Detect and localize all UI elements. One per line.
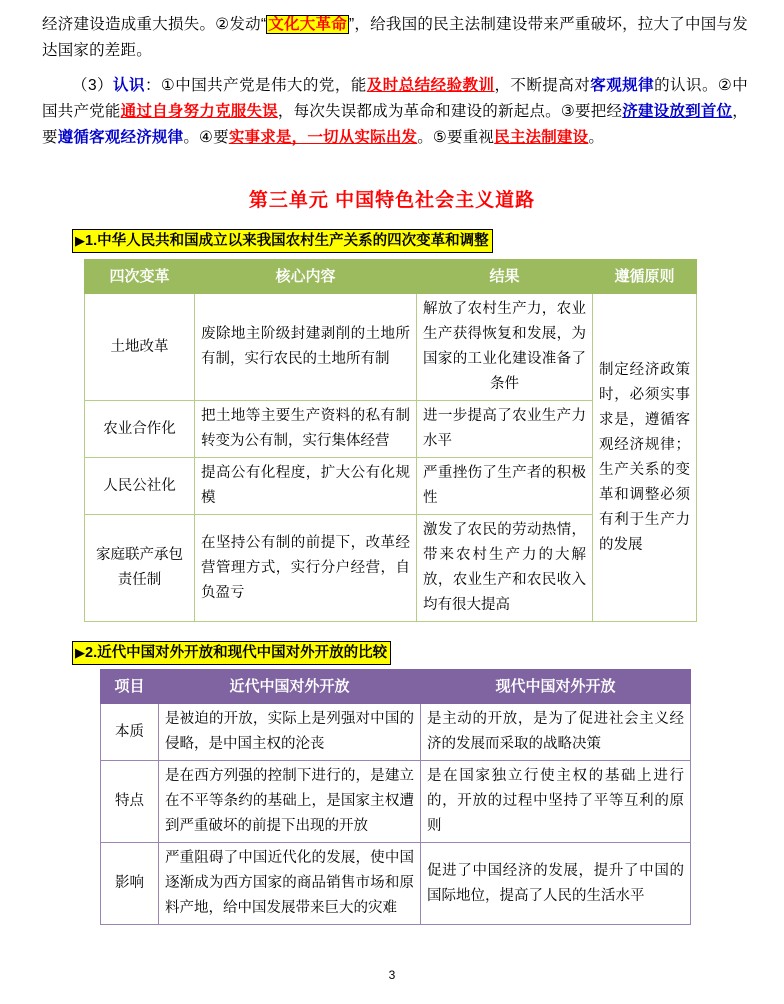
cell-result: 激发了农民的劳动热情，带来农村生产力的大解放，农业生产和农民收入均有很大提高 bbox=[417, 515, 593, 622]
section-heading-2 bbox=[72, 641, 391, 665]
cell-core-content: 提高公有化程度，扩大公有化规模 bbox=[195, 458, 417, 515]
cell-item-label: 影响 bbox=[101, 843, 159, 925]
cell-change-name: 家庭联产承包责任制 bbox=[85, 515, 195, 622]
cell-core-content: 把土地等主要生产资料的私有制转变为公有制，实行集体经营 bbox=[195, 401, 417, 458]
cell-contemporary-opening: 是主动的开放，是为了促进社会主义经济的发展而采取的战略决策 bbox=[421, 704, 691, 761]
table-header-row bbox=[85, 260, 697, 294]
emphasis-objective-laws: 客观规律 bbox=[590, 77, 655, 94]
table-row bbox=[101, 761, 691, 843]
table-row bbox=[101, 704, 691, 761]
paragraph-text-segment: ：①中国共产党是伟大的党，能 bbox=[144, 77, 367, 94]
highlighted-term-cultural-revolution: 文化大革命 bbox=[268, 16, 347, 33]
column-header-result: 结果 bbox=[417, 260, 593, 294]
unit-title: 第三单元 中国特色社会主义道路 bbox=[248, 190, 536, 211]
column-header-principle: 遵循原则 bbox=[593, 260, 697, 294]
cell-change-name: 土地改革 bbox=[85, 294, 195, 401]
table-row bbox=[101, 843, 691, 925]
table-row bbox=[85, 294, 697, 401]
cell-modern-era-opening: 是在西方列强的控制下进行的，是建立在不平等条约的基础上，是国家主权遭到严重破坏的前提下出现的开放 bbox=[159, 761, 421, 843]
emphasis-economy-first: 济建设放到首位 bbox=[622, 103, 733, 120]
quote-close: ” bbox=[348, 16, 355, 33]
paragraph-text-segment: ，要 bbox=[42, 103, 748, 146]
paragraph-text-segment: 经济建设造成重大损失。②发动 bbox=[42, 16, 261, 33]
paragraph-text-segment: ，每次失误都成为革命和建设的新起点。③要把经 bbox=[277, 103, 623, 120]
column-header-core-content: 核心内容 bbox=[195, 260, 417, 294]
page-number: 3 bbox=[388, 968, 396, 982]
emphasis-overcome-mistakes: 通过自身努力克服失误 bbox=[120, 103, 278, 120]
column-header-change: 四次变革 bbox=[85, 260, 195, 294]
cell-item-label: 本质 bbox=[101, 704, 159, 761]
emphasis-democratic-legal-system: 民主法制建设 bbox=[494, 129, 589, 146]
paragraph-text-segment: 。 bbox=[588, 129, 605, 146]
paragraph-text-segment: ，不断提高对 bbox=[494, 77, 591, 94]
emphasis-follow-economic-laws: 遵循客观经济规律 bbox=[57, 129, 184, 146]
section-heading-2-label: 2.近代中国对外开放和现代中国对外开放的比较 bbox=[85, 645, 388, 661]
paragraph-understanding bbox=[42, 73, 748, 151]
column-header-contemporary-opening: 现代中国对外开放 bbox=[421, 670, 691, 704]
paragraph-text-segment: 的认识。②中国共产党能 bbox=[42, 77, 748, 120]
section-heading-1-label: 1.中华人民共和国成立以来我国农村生产关系的四次变革和调整 bbox=[85, 233, 489, 249]
cell-result: 解放了农村生产力，农业生产获得恢复和发展，为国家的工业化建设准备了条件 bbox=[417, 294, 593, 401]
triangle-marker-icon: ▶ bbox=[75, 233, 85, 248]
emphasis-understanding: 认识 bbox=[113, 77, 145, 94]
cell-result: 严重挫伤了生产者的积极性 bbox=[417, 458, 593, 515]
cell-modern-era-opening: 严重阻碍了中国近代化的发展，使中国逐渐成为西方国家的商品销售市场和原料产地，给中国发展带来巨大的灾难 bbox=[159, 843, 421, 925]
cell-modern-era-opening: 是被迫的开放，实际上是列强对中国的侵略，是中国主权的沦丧 bbox=[159, 704, 421, 761]
cell-change-name: 人民公社化 bbox=[85, 458, 195, 515]
paragraph-continuation bbox=[42, 12, 748, 64]
cell-contemporary-opening: 是在国家独立行使主权的基础上进行的，开放的过程中坚持了平等互利的原则 bbox=[421, 761, 691, 843]
cell-result: 进一步提高了农业生产力水平 bbox=[417, 401, 593, 458]
cell-core-content: 废除地主阶级封建剥削的土地所有制，实行农民的土地所有制 bbox=[195, 294, 417, 401]
paragraph-text-segment: 。⑤要重视 bbox=[417, 129, 495, 146]
cell-contemporary-opening: 促进了中国经济的发展，提升了中国的国际地位，提高了人民的生活水平 bbox=[421, 843, 691, 925]
cell-change-name: 农业合作化 bbox=[85, 401, 195, 458]
emphasis-summarize-lessons: 及时总结经验教训 bbox=[366, 77, 495, 94]
table-opening-comparison bbox=[100, 669, 691, 925]
section-heading-1 bbox=[72, 229, 493, 253]
triangle-marker-icon: ▶ bbox=[75, 645, 85, 660]
cell-followed-principle: 制定经济政策时，必须实事求是，遵循客观经济规律；生产关系的变革和调整必须有利于生产力的发展 bbox=[593, 294, 697, 622]
column-header-item: 项目 bbox=[101, 670, 159, 704]
column-header-modern-era-opening: 近代中国对外开放 bbox=[159, 670, 421, 704]
paragraph-text-segment: ，给我国的民主法制建设带来严重破坏，拉大了中国与发达国家的差距。 bbox=[42, 16, 748, 59]
list-number-3: （3） bbox=[72, 77, 114, 94]
paragraph-text-segment: 。④要 bbox=[183, 129, 229, 146]
table-rural-reforms bbox=[84, 259, 697, 622]
cell-core-content: 在坚持公有制的前提下，改革经营管理方式，实行分户经营，自负盈亏 bbox=[195, 515, 417, 622]
cell-item-label: 特点 bbox=[101, 761, 159, 843]
table-header-row bbox=[101, 670, 691, 704]
emphasis-seek-truth: 实事求是，一切从实际出发 bbox=[228, 129, 418, 146]
quote-open: “ bbox=[260, 16, 267, 33]
